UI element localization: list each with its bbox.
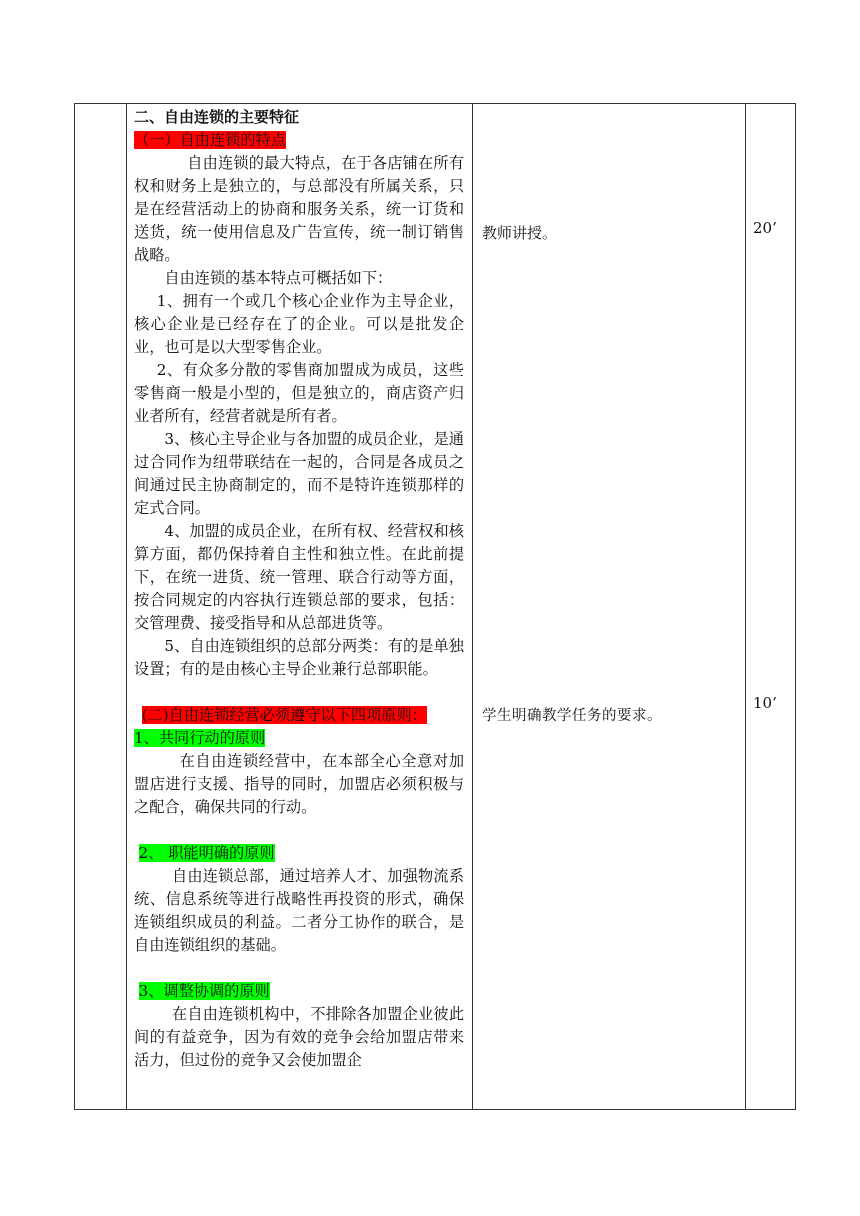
principle-title: 3、调整协调的原则 xyxy=(138,982,270,1000)
list-item: 3、核心主导企业与各加盟的成员企业，是通过合同作为纽带联结在一起的，合同是各成员之间通过民主协商制定的，而不是特许连锁那样的定式合同。 xyxy=(134,430,464,517)
column-divider xyxy=(745,104,746,1109)
time-allocation: 10’ xyxy=(753,694,777,712)
principle-title: 1、共同行动的原则 xyxy=(134,729,266,747)
section-heading: 二、自由连锁的主要特征 xyxy=(134,108,300,126)
list-item: 5、自由连锁组织的总部分两类：有的是单独设置；有的是由核心主导企业兼行总部职能。 xyxy=(134,637,464,678)
subsection-heading-principles: (二)自由连锁经营必须遵守以下四项原则： xyxy=(141,706,427,724)
paragraph: 在自由连锁经营中，在本部全心全意对加盟店进行支援、指导的同时，加盟店必须积极与之配合，确保共同的行动。 xyxy=(134,752,464,816)
teacher-activity: 教师讲授。 xyxy=(482,224,558,242)
student-activity: 学生明确教学任务的要求。 xyxy=(482,708,662,724)
paragraph: 自由连锁的最大特点，在于各店铺在所有权和财务上是独立的，与总部没有所属关系，只是在经营活动上的协商和服务关系，统一订货和送货，统一使用信息及广告宣传，统一制订销售战略。 xyxy=(134,154,464,264)
paragraph: 在自由连锁机构中，不排除各加盟企业彼此间的有益竞争，因为有效的竞争会给加盟店带来活力，但过份的竞争又会使加盟企 xyxy=(134,1005,464,1069)
paragraph: 自由连锁的基本特点可概括如下： xyxy=(164,269,393,287)
subsection-heading-features: （一）自由连锁的特点 xyxy=(134,131,286,149)
list-item: 4、加盟的成员企业，在所有权、经营权和核算方面，都仍保持着自主性和独立性。在此前提下，在统一进货、统一管理、联合行动等方面，按合同规定的内容执行连锁总部的要求，包括：交管理费、接受指导和从总部进货等。 xyxy=(134,522,464,632)
content-cell xyxy=(126,104,472,1072)
paragraph: 自由连锁总部，通过培养人才、加强物流系统、信息系统等进行战略性再投资的形式，确保连锁组织成员的利益。二者分工协作的联合，是自由连锁组织的基础。 xyxy=(134,867,464,954)
list-item: 1、拥有一个或几个核心企业作为主导企业，核心企业是已经存在了的企业。可以是批发企业，也可是以大型零售企业。 xyxy=(134,292,464,356)
principle-title: 2、 职能明确的原则 xyxy=(138,844,275,862)
lesson-table xyxy=(74,103,796,1110)
column-divider xyxy=(472,104,473,1109)
time-allocation: 20’ xyxy=(753,219,777,237)
list-item: 2、有众多分散的零售商加盟成为成员，这些零售商一般是小型的，但是独立的，商店资产归业者所有，经营者就是所有者。 xyxy=(134,361,464,425)
